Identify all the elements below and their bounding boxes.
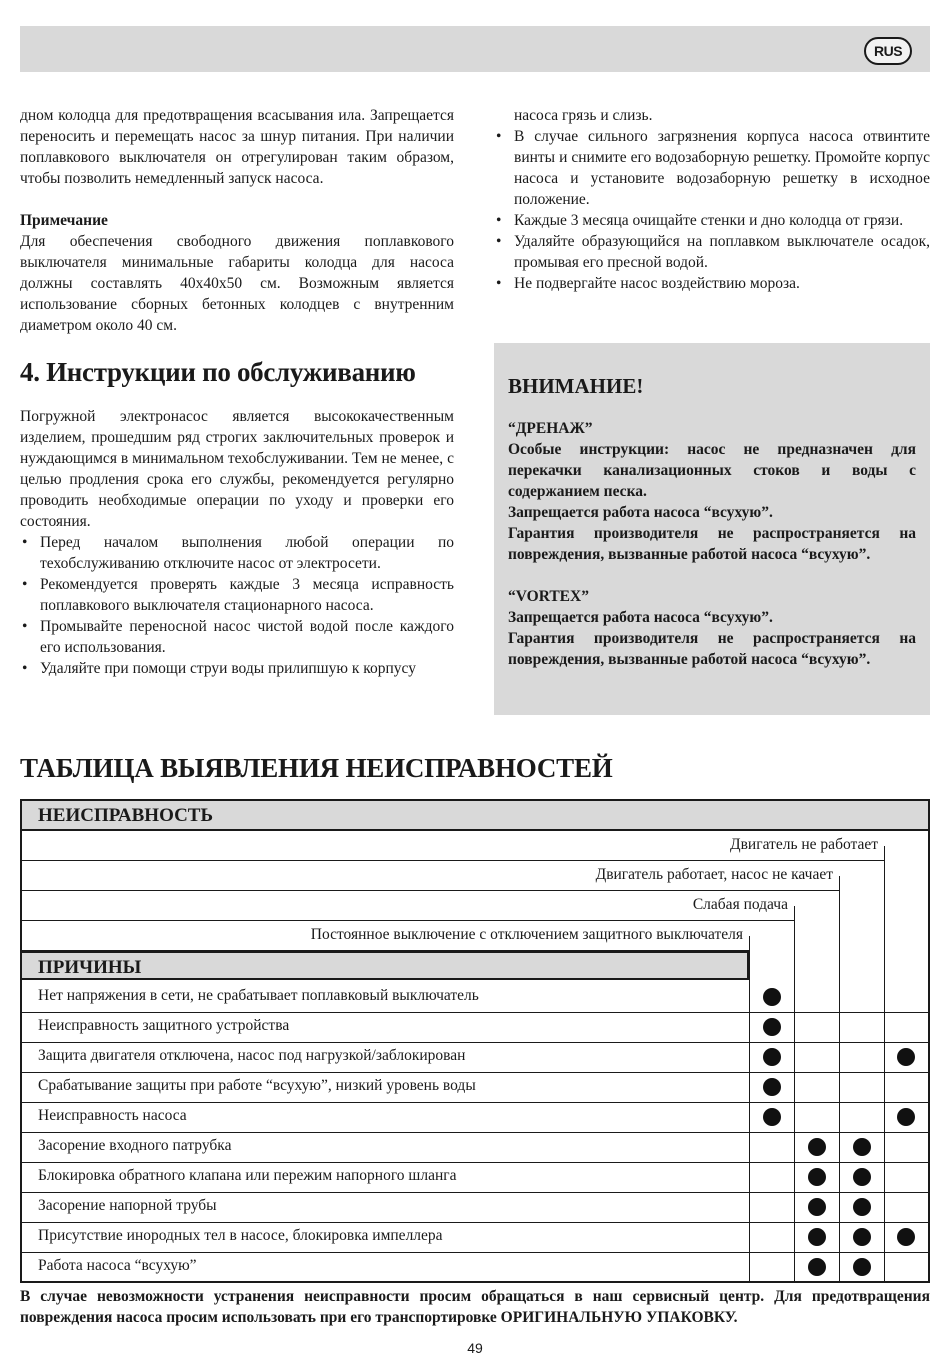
fault-mark-dot [897, 1108, 915, 1126]
fault-mark-dot [763, 988, 781, 1006]
list-item: • Промывайте переносной насос чистой водой после каждого его использования. [20, 616, 454, 658]
cause-label: Неисправность насоса [38, 1107, 187, 1124]
left-column [20, 105, 454, 679]
fault-mark-dot [853, 1198, 871, 1216]
causes-header: ПРИЧИНЫ [22, 951, 749, 980]
cause-row-divider [22, 1102, 928, 1103]
cause-row-divider [22, 1042, 928, 1043]
attention-title: ВНИМАНИЕ! [508, 374, 644, 398]
drain-line: Запрещается работа насоса “всухую”. [508, 504, 773, 521]
fault-mark-dot [853, 1228, 871, 1246]
header-bar [20, 26, 930, 72]
fault-mark-dot [808, 1168, 826, 1186]
list-item: • Рекомендуется проверять каждые 3 месяца исправность поплавкового выключателя стационарного насоса. [20, 574, 454, 616]
cause-label: Срабатывание защиты при работе “всухую”, низкий уровень воды [38, 1077, 476, 1094]
symptom-label: Двигатель работает, насос не качает [595, 866, 833, 883]
fault-mark-dot [808, 1228, 826, 1246]
cause-label: Засорение входного патрубка [38, 1137, 232, 1154]
cause-row-divider [22, 1132, 928, 1133]
cause-row-divider [22, 1252, 928, 1253]
cause-row-divider [22, 1162, 928, 1163]
fault-mark-dot [763, 1078, 781, 1096]
symptom-row-divider [22, 920, 794, 921]
section-title: 4. Инструкции по обслуживанию [20, 357, 416, 387]
maintenance-list [20, 532, 454, 679]
cause-row-divider [22, 1012, 928, 1013]
symptom-label: Двигатель не работает [730, 836, 878, 853]
symptom-column-line [794, 906, 795, 1281]
troubleshooting-table [20, 799, 930, 1283]
right-column [494, 105, 930, 294]
fault-mark-dot [897, 1048, 915, 1066]
vortex-title: “VORTEX” [508, 588, 589, 605]
language-badge: RUS [864, 37, 912, 65]
symptom-label: Слабая подача [692, 896, 788, 913]
fault-mark-dot [853, 1168, 871, 1186]
cause-label: Неисправность защитного устройства [38, 1017, 290, 1034]
list-item: • В случае сильного загрязнения корпуса насоса отвинтите винты и снимите его водозаборную решетку. Промойте корпус насоса и установите водозаборную решетку в исходное положение. [494, 126, 930, 210]
section-text: Погружной электронасос является высококачественным изделием, прошедшим ряд строгих заключительных проверок и нуждающимся в минимальном техобслуживании. Тем не менее, с целью продления срока его службы, рекомендуется регулярно проводить необходимые операции по уходу и проверки его состояния. [20, 408, 454, 530]
cause-row-divider [22, 1222, 928, 1223]
fault-mark-dot [808, 1198, 826, 1216]
faults-header: НЕИСПРАВНОСТЬ [22, 801, 928, 831]
intro-paragraph: дном колодца для предотвращения всасывания ила. Запрещается переносить и перемещать насос за шнур питания. При наличии поплавкового выключателя он отрегулирован таким образом, чтобы позволить немедленный запуск насоса. [20, 107, 454, 187]
fault-mark-dot [763, 1108, 781, 1126]
cause-row-divider [22, 1072, 928, 1073]
fault-mark-dot [853, 1138, 871, 1156]
cause-label: Нет напряжения в сети, не срабатывает поплавковый выключатель [38, 987, 479, 1004]
vortex-line: Запрещается работа насоса “всухую”. [508, 609, 773, 626]
list-item: • Каждые 3 месяца очищайте стенки и дно колодца от грязи. [494, 210, 930, 231]
symptom-column-line [749, 936, 750, 1281]
fault-mark-dot [897, 1228, 915, 1246]
drain-line: Гарантия производителя не распространяется на повреждения, вызванные работой насоса “всухую”. [508, 525, 916, 563]
cause-label: Засорение напорной трубы [38, 1197, 217, 1214]
attention-box [494, 343, 930, 715]
list-item: • Не подвергайте насос воздействию мороза. [494, 273, 930, 294]
list-item: • Удаляйте образующийся на поплавком выключателе осадок, промывая его пресной водой. [494, 231, 930, 273]
fault-mark-dot [853, 1258, 871, 1276]
vortex-line: Гарантия производителя не распространяется на повреждения, вызванные работой насоса “всухую”. [508, 630, 916, 668]
drain-line: Особые инструкции: насос не предназначен для перекачки канализационных стоков и воды с содержанием песка. [508, 441, 916, 500]
drain-title: “ДРЕНАЖ” [508, 420, 593, 437]
symptom-label: Постоянное выключение с отключением защитного выключателя [310, 926, 743, 943]
symptom-column-line [839, 876, 840, 1281]
symptom-column-line [884, 846, 885, 1281]
continuation-text: насоса грязь и слизь. [514, 107, 653, 124]
cause-label: Блокировка обратного клапана или пережим напорного шланга [38, 1167, 457, 1184]
cause-label: Присутствие инородных тел в насосе, блокировка импеллера [38, 1227, 443, 1244]
symptom-row-divider [22, 890, 839, 891]
list-item: • Удаляйте при помощи струи воды прилипшую к корпусу [20, 658, 454, 679]
note-title: Примечание [20, 212, 108, 229]
footer-note: В случае невозможности устранения неисправности просим обращаться в наш сервисный центр. Для предотвращения повреждения насоса просим использовать при его транспортировке ОРИГИНАЛЬНУЮ УПАКОВКУ. [20, 1288, 930, 1326]
fault-mark-dot [763, 1018, 781, 1036]
maintenance-list-continued [494, 126, 930, 294]
fault-mark-dot [763, 1048, 781, 1066]
cause-row-divider [22, 1192, 928, 1193]
cause-label: Защита двигателя отключена, насос под нагрузкой/заблокирован [38, 1047, 466, 1064]
page-number: 49 [467, 1340, 483, 1356]
note-text: Для обеспечения свободного движения поплавкового выключателя минимальные габариты колодца для насоса должны составлять 40x40x50 см. Возможным является использование сборных бетонных колодцев с внутренним диаметром около 40 см. [20, 233, 454, 334]
symptom-row-divider [22, 860, 884, 861]
table-title: ТАБЛИЦА ВЫЯВЛЕНИЯ НЕИСПРАВНОСТЕЙ [20, 753, 613, 783]
cause-label: Работа насоса “всухую” [38, 1257, 197, 1274]
symptom-row-divider [22, 950, 749, 951]
fault-mark-dot [808, 1138, 826, 1156]
list-item: • Перед началом выполнения любой операции по техобслуживанию отключите насос от электросети. [20, 532, 454, 574]
fault-mark-dot [808, 1258, 826, 1276]
